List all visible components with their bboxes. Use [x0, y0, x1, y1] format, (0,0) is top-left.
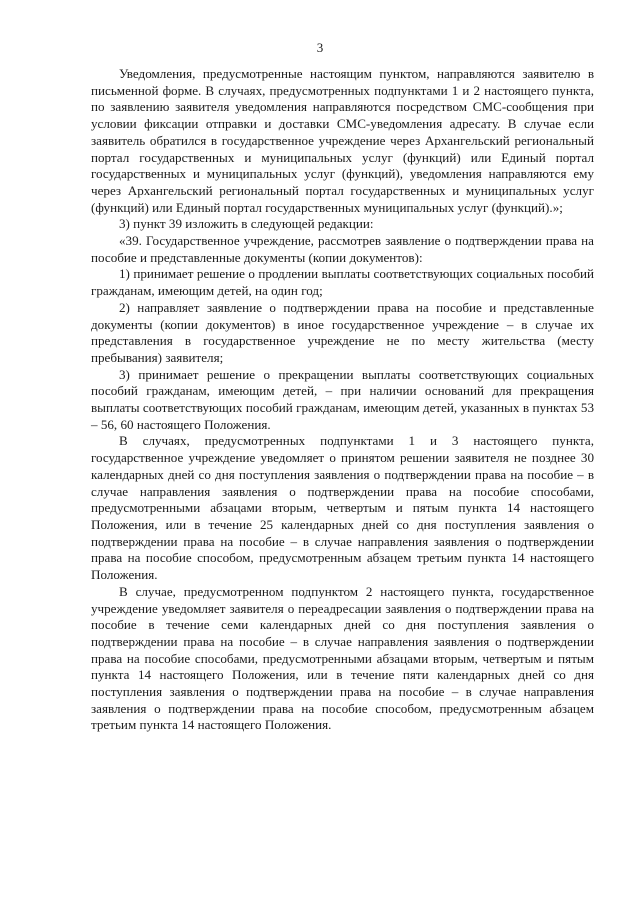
paragraph-notifications: Уведомления, предусмотренные настоящим пунктом, направляются заявителю в письменной форме. В случаях, предусмотренных подпунктами 1 и 2 настоящего пункта, по заявлению заявителя уведомления направляются посредством СМС-сообщения при условии фиксации отправки и доставки СМС-уведомления адресату. В случае если заявитель обратился в государственное учреждение через Архангельский региональный портал государственных и муниципальных услуг (функций) или Единый портал государственных и муниципальных услуг (функций), уведомления направляются ему через Архангельский региональный портал государственных и муниципальных услуг (функций) или Единый портал государственных муниципальных услуг (функций).»; [91, 66, 594, 215]
paragraph-case-2: В случае, предусмотренном подпунктом 2 настоящего пункта, государственное учреждение уведомляет заявителя о переадресации заявления о подтверждении права на пособие в течение семи календарных дней со дня поступления заявления о подтверждении права на пособие – в случае направления заявления о подтверждении права на пособие способами, предусмотренными абзацами вторым, четвертым и пятым пункта 14 настоящего Положения, или в течение пяти календарных дней со дня поступления заявления о подтверждении права на пособие – в случае направления заявления о подтверждении права на пособие способом, предусмотренным абзацем третьим пункта 14 настоящего Положения. [91, 583, 594, 733]
paragraph-subitem-3: 3) принимает решение о прекращении выплаты соответствующих социальных пособий гражданам, имеющим детей, – при наличии оснований для прекращения выплаты соответствующих пособий гражданам, имеющим детей, указанных в пунктах 53 – 56, 60 настоящего Положения. [91, 366, 594, 432]
paragraph-amendment-item-3: 3) пункт 39 изложить в следующей редакции: [119, 216, 374, 232]
document-body [91, 66, 594, 734]
paragraph-clause-39: «39. Государственное учреждение, рассмотрев заявление о подтверждении права на пособие и представленные документы (копии документов): [91, 233, 594, 265]
paragraph-cases-1-and-3: В случаях, предусмотренных подпунктами 1 и 3 настоящего пункта, государственное учреждение уведомляет о принятом решении заявителя не позднее 30 календарных дней со дня поступления заявления о подтверждении права на пособие – в случае направления заявления о подтверждении права на пособие способами, предусмотренными абзацами вторым, четвертым и пятым пункта 14 настоящего Положения, или в течение 25 календарных дней со дня поступления заявления о подтверждении права на пособие – в случае направления заявления о подтверждении права на пособие способом, предусмотренным абзацем третьим пункта 14 настоящего Положения. [91, 433, 594, 583]
paragraph-subitem-1: 1) принимает решение о продлении выплаты соответствующих социальных пособий гражданам, имеющим детей, на один год; [91, 266, 594, 299]
paragraph-subitem-2: 2) направляет заявление о подтверждении права на пособие и представленные документы (копии документов) в иное государственное учреждение – в случае их представления в государственное учреждение не по месту жительства (месту пребывания) заявителя; [91, 299, 594, 365]
page-number: 3 [316, 40, 324, 55]
